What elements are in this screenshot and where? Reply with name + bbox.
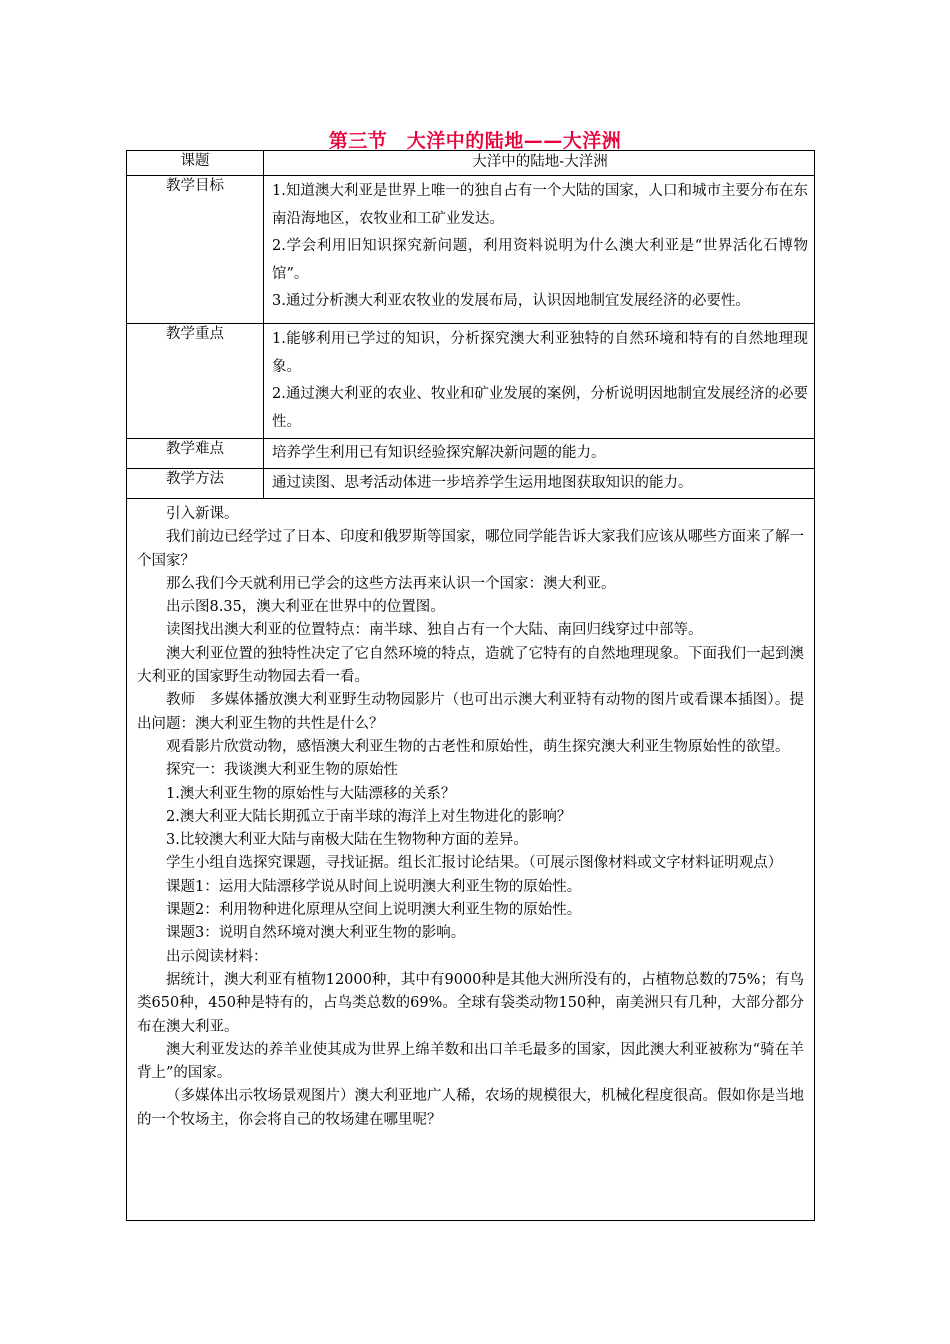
objective-item: 3.通过分析澳大利亚农牧业的发展布局，认识因地制宜发展经济的必要性。: [272, 293, 750, 309]
objective-item: 2.学会利用旧知识探究新问题，利用资料说明为什么澳大利亚是“世界活化石博物馆”。: [272, 238, 808, 282]
teaching-process-content: [127, 499, 815, 1221]
topic-label: 课题: [127, 151, 264, 176]
body-paragraph: （多媒体出示牧场景观图片）澳大利亚地广人稀，农场的规模很大，机械化程度很高。假如你是当地的一个牧场主，你会将自己的牧场建在哪里呢？: [137, 1088, 804, 1128]
body-paragraph: 观看影片欣赏动物，感悟澳大利亚生物的古老性和原始性，萌生探究澳大利亚生物原始性的欲望。: [166, 738, 790, 755]
body-paragraph: 课题2：利用物种进化原理从空间上说明澳大利亚生物的原始性。: [166, 902, 582, 919]
body-paragraph: 引入新课。: [166, 506, 239, 522]
methods-row: [127, 469, 815, 499]
methods-value: 通过读图、思考活动体进一步培养学生运用地图获取知识的能力。: [264, 469, 815, 499]
topic-row: [127, 151, 815, 176]
body-paragraph: 教师 多媒体播放澳大利亚野生动物园影片（也可出示澳大利亚特有动物的图片或看课本插图）。提出问题：澳大利亚生物的共性是什么？: [137, 692, 804, 732]
difficulties-label: 教学难点: [127, 439, 264, 469]
key-points-row: [127, 324, 815, 439]
body-paragraph: 探究一：我谈澳大利亚生物的原始性: [166, 762, 398, 779]
body-paragraph: 那么我们今天就利用已学会的这些方法再来认识一个国家：澳大利亚。: [166, 575, 616, 592]
objectives-row: [127, 176, 815, 324]
body-paragraph: 3.比较澳大利亚大陆与南极大陆在生物物种方面的差异。: [166, 832, 528, 849]
body-paragraph: 学生小组自选探究课题，寻找证据。组长汇报讨论结果。（可展示图像材料或文字材料证明观点）: [166, 855, 783, 872]
difficulties-row: [127, 439, 815, 469]
body-paragraph: 澳大利亚发达的养羊业使其成为世界上绵羊数和出口羊毛最多的国家，因此澳大利亚被称为“骑在羊背上”的国家。: [137, 1041, 804, 1082]
lesson-plan-table: [126, 150, 815, 1221]
methods-label: 教学方法: [127, 469, 264, 499]
body-paragraph: 据统计，澳大利亚有植物12000种，其中有9000种是其他大洲所没有的，占植物总数的75%；有鸟类650种，450种是特有的，占鸟类总数的69%。全球有袋类动物150种，南美洲只有几种，大部分都分布在澳大利亚。: [137, 971, 804, 1035]
difficulties-value: 培养学生利用已有知识经验探究解决新问题的能力。: [264, 439, 815, 469]
page-title: 第三节 大洋中的陆地——大洋洲: [328, 130, 622, 152]
body-paragraph: 出示图8.35，澳大利亚在世界中的位置图。: [166, 599, 445, 616]
topic-value: 大洋中的陆地-大洋洲: [264, 151, 815, 176]
key-point-item: 1.能够利用已学过的知识，分析探究澳大利亚独特的自然环境和特有的自然地理现象。: [272, 331, 808, 375]
body-paragraph: 课题1：运用大陆漂移学说从时间上说明澳大利亚生物的原始性。: [166, 878, 582, 895]
objectives-label: 教学目标: [127, 176, 264, 324]
body-paragraph: 澳大利亚位置的独特性决定了它自然环境的特点，造就了它特有的自然地理现象。下面我们一起到澳大利亚的国家野生动物园去看一看。: [137, 645, 804, 686]
key-point-item: 2.通过澳大利亚的农业、牧业和矿业发展的案例，分析说明因地制宜发展经济的必要性。: [272, 386, 808, 430]
body-paragraph: 我们前边已经学过了日本、印度和俄罗斯等国家，哪位同学能告诉大家我们应该从哪些方面来了解一个国家？: [137, 529, 804, 569]
objective-item: 1.知道澳大利亚是世界上唯一的独自占有一个大陆的国家，人口和城市主要分布在东南沿海地区，农牧业和工矿业发达。: [272, 183, 808, 227]
body-paragraph: 2.澳大利亚大陆长期孤立于南半球的海洋上对生物进化的影响？: [166, 808, 572, 825]
teaching-process-row: [127, 499, 815, 1221]
body-paragraph: 读图找出澳大利亚的位置特点：南半球、独自占有一个大陆、南回归线穿过中部等。: [166, 622, 703, 639]
body-paragraph: 课题3：说明自然环境对澳大利亚生物的影响。: [166, 925, 466, 942]
key-points-label: 教学重点: [127, 324, 264, 439]
body-paragraph: 1.澳大利亚生物的原始性与大陆漂移的关系？: [166, 785, 456, 802]
key-points-content: [264, 324, 815, 439]
body-paragraph: 出示阅读材料：: [166, 948, 268, 965]
objectives-content: [264, 176, 815, 324]
